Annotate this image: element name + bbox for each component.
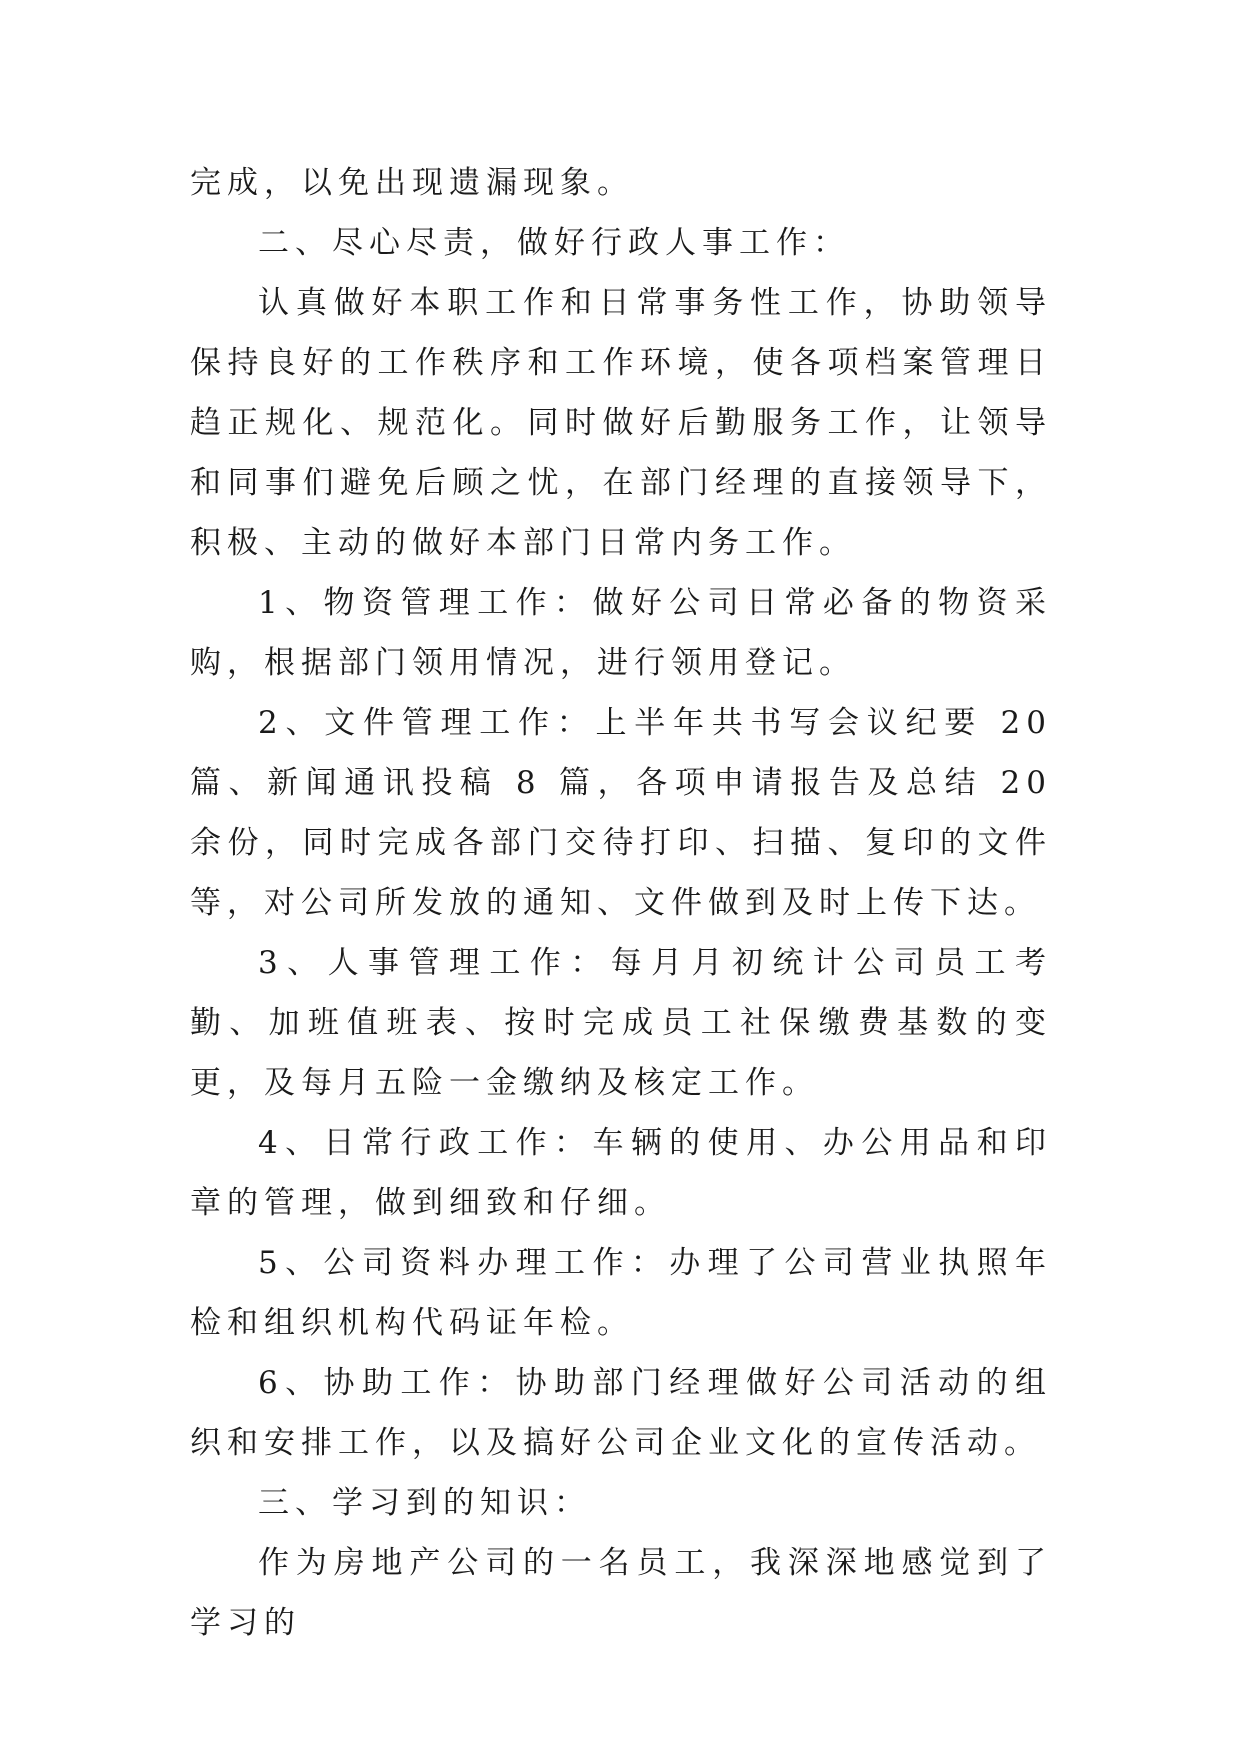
- list-item-3: 3、人事管理工作：每月月初统计公司员工考勤、加班值班表、按时完成员工社保缴费基数的变更，及每月五险一金缴纳及核定工作。: [190, 945, 1052, 1101]
- paragraph-truncated: 作为房地产公司的一名员工，我深深地感觉到了学习的: [190, 1545, 1052, 1641]
- section-heading-3: 三、学习到的知识：: [258, 1485, 591, 1521]
- document-body: [190, 153, 1052, 1653]
- paragraph-intro: 认真做好本职工作和日常事务性工作，协助领导保持良好的工作秩序和工作环境，使各项档案管理日趋正规化、规范化。同时做好后勤服务工作，让领导和同事们避免后顾之忧，在部门经理的直接领导下，积极、主动的做好本部门日常内务工作。: [190, 285, 1052, 561]
- list-item-4: 4、日常行政工作：车辆的使用、办公用品和印章的管理，做到细致和仔细。: [190, 1125, 1052, 1221]
- list-item-1: 1、物资管理工作：做好公司日常必备的物资采购，根据部门领用情况，进行领用登记。: [190, 585, 1052, 681]
- list-item-5: 5、公司资料办理工作：办理了公司营业执照年检和组织机构代码证年检。: [190, 1245, 1052, 1341]
- section-heading-2: 二、尽心尽责，做好行政人事工作：: [258, 225, 850, 261]
- paragraph-continuation: 完成，以免出现遗漏现象。: [190, 165, 634, 201]
- list-item-2: 2、文件管理工作：上半年共书写会议纪要 20 篇、新闻通讯投稿 8 篇，各项申请报告及总结 20 余份，同时完成各部门交待打印、扫描、复印的文件等，对公司所发放的通知、文件做到及时上传下达。: [190, 705, 1052, 921]
- list-item-6: 6、协助工作：协助部门经理做好公司活动的组织和安排工作，以及搞好公司企业文化的宣传活动。: [190, 1365, 1052, 1461]
